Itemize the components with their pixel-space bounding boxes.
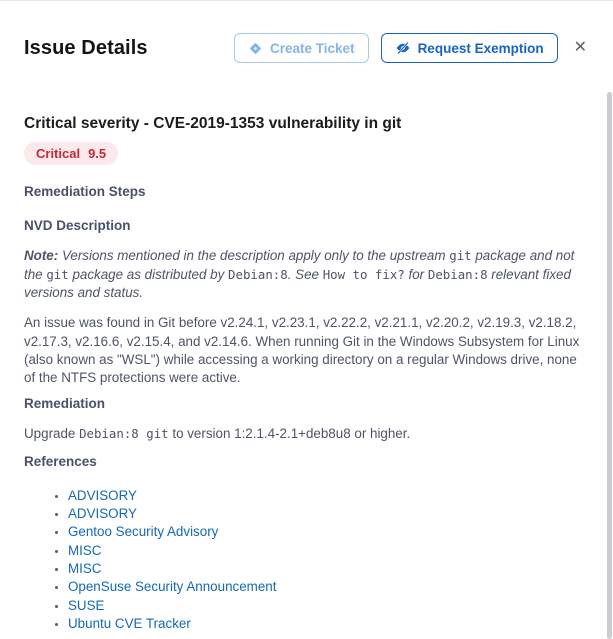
diamond-icon: [248, 41, 263, 56]
request-exemption-button[interactable]: [381, 33, 558, 63]
list-item: [68, 597, 587, 615]
reference-link[interactable]: SUSE: [68, 597, 105, 613]
severity-label: Critical: [36, 146, 81, 161]
list-item: [68, 560, 587, 578]
remediation-steps-heading: Remediation Steps: [24, 184, 146, 199]
severity-badge: [24, 142, 118, 165]
list-item: [68, 578, 587, 596]
close-icon[interactable]: ✕: [568, 36, 593, 60]
page-title: Issue Details: [24, 37, 148, 59]
list-item: [68, 505, 587, 523]
remediation-heading: Remediation: [24, 395, 106, 411]
badge-row: [24, 142, 587, 165]
request-exemption-label: Request Exemption: [417, 40, 544, 56]
remediation-text: Upgrade Debian:8 git to version 1:2.1.4-2.1+deb8u8 or higher.: [24, 425, 411, 441]
issue-details-panel: [0, 1, 613, 639]
create-ticket-label: Create Ticket: [270, 40, 355, 56]
reference-link[interactable]: MISC: [68, 560, 102, 576]
reference-link[interactable]: OpenSuse Security Announcement: [68, 579, 277, 595]
reference-link[interactable]: MISC: [68, 542, 102, 558]
eye-off-icon: [395, 40, 411, 56]
list-item: [68, 615, 587, 633]
create-ticket-button[interactable]: [234, 33, 369, 63]
nvd-description-heading: NVD Description: [24, 218, 131, 233]
issue-title: Critical severity - CVE-2019-1353 vulnerability in git: [24, 115, 402, 132]
reference-link[interactable]: Ubuntu CVE Tracker: [68, 615, 191, 631]
reference-link[interactable]: Gentoo Security Advisory: [68, 524, 219, 540]
scrollbar[interactable]: [607, 92, 612, 639]
reference-link[interactable]: ADVISORY: [68, 487, 137, 503]
nvd-note: Note: Versions mentioned in the description apply only to the upstream git package and not the git package as distributed by Debian:8. See How to fix? for Debian:8 relevant fixed versions and status.: [24, 248, 575, 301]
list-item: [68, 487, 587, 505]
references-heading: References: [24, 453, 97, 469]
severity-score: 9.5: [88, 146, 107, 161]
list-item: [68, 542, 587, 560]
issue-content: [0, 114, 613, 633]
references-list: [24, 487, 587, 633]
list-item: [68, 523, 587, 541]
nvd-description-text: An issue was found in Git before v2.24.1, v2.23.1, v2.22.2, v2.21.1, v2.20.2, v2.19.3, v2.18.2, v2.17.3, v2.16.6, v2.15.4, and v2.14.6. When running Git in the Windows Subsystem for Linux (also known as "WSL") while accessing a working directory on a regular Windows drive, none of the NTFS protections were active.: [24, 315, 580, 386]
panel-header: [0, 1, 613, 63]
reference-link[interactable]: ADVISORY: [68, 506, 137, 522]
